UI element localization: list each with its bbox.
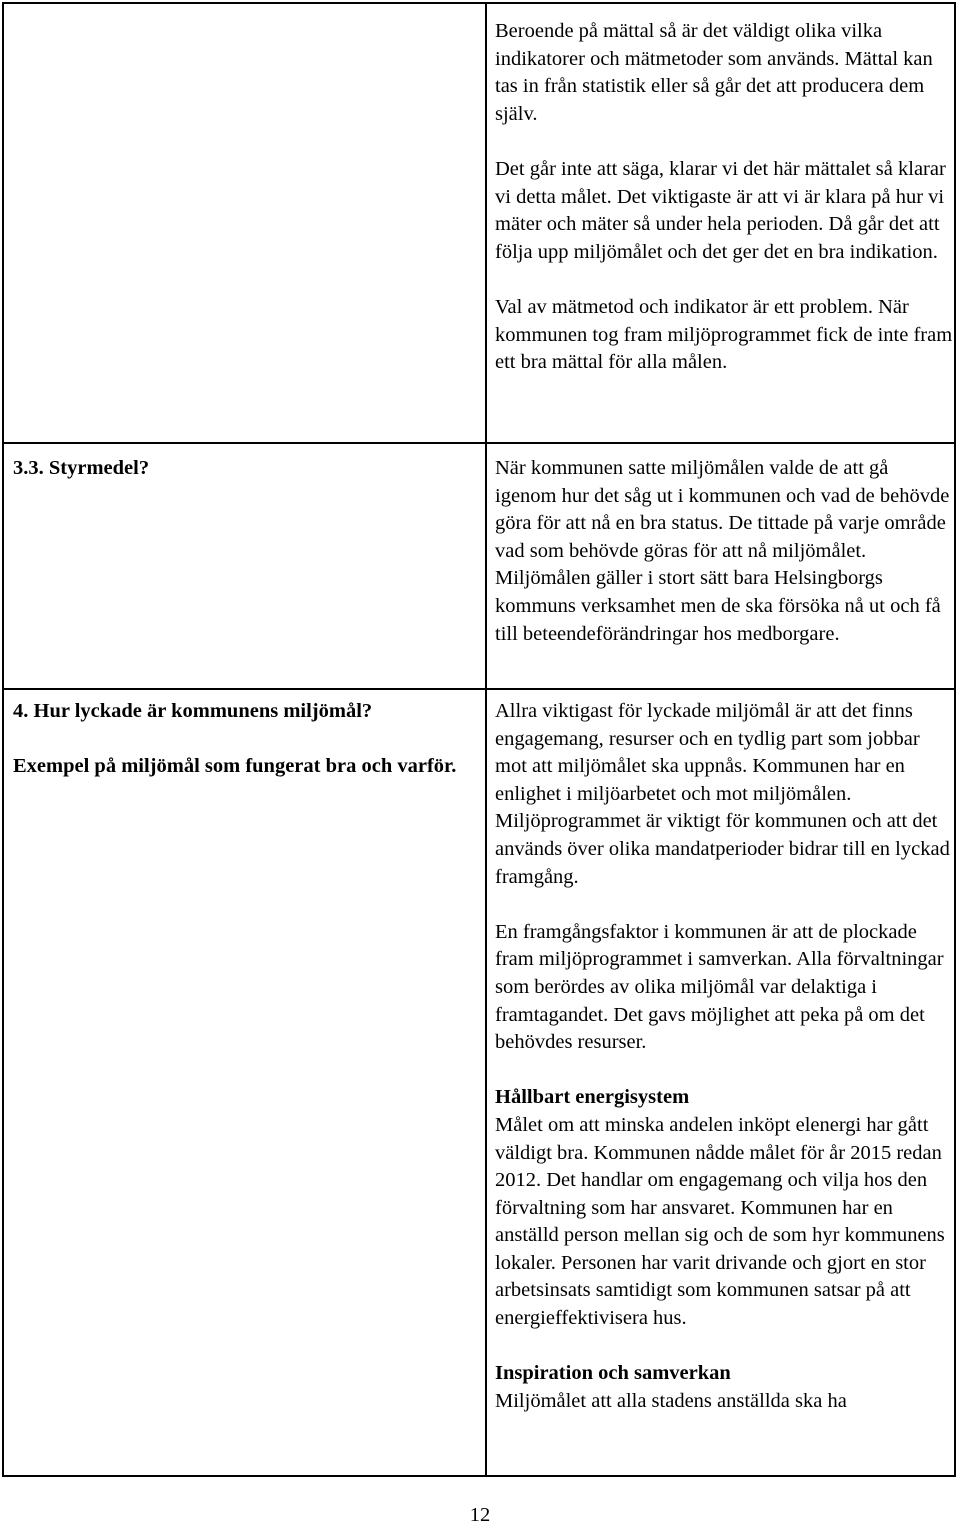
body-paragraph: Målet om att minska andelen inköpt elenergi har gått väldigt bra. Kommunen nådde målet för år 2015 redan 2012. Det handlar om engagemang och vilja hos den förvaltning som har ansvaret. Kommunen har en anställd person mellan sig och de som hyr kommunens lokaler. Personen har varit drivande och gjort en stor arbetsinsats samtidigt som kommunen satsar på att energieffektivisera hus. [495,1113,945,1330]
subsection-title: Hållbart energisystem [495,1086,690,1109]
document-table [2,2,956,1477]
section-subheading: Exempel på miljömål som fungerat bra och varför. [13,755,457,778]
row-divider [4,688,954,690]
row3-right-cell [495,698,953,1415]
subsection-title: Inspiration och samverkan [495,1362,731,1385]
row3-left-cell [13,698,475,781]
body-paragraph: När kommunen satte miljömålen valde de att gå igenom hur det såg ut i kommunen och vad de behövde göra för att nå en bra status. De tittade på varje område vad som behövde göras för att nå miljömålet. Miljömålen gäller i stort sätt bara Helsingborgs kommuns verksamhet men de ska försöka nå ut och få till beteendeförändringar hos medborgare. [495,457,950,645]
page-number: 12 [469,1504,491,1526]
body-paragraph: Beroende på mättal så är det väldigt olika vilka indikatorer och mätmetoder som används. Mättal kan tas in från statistik eller så går det att producera dem själv. [495,20,933,125]
body-paragraph: Val av mätmetod och indikator är ett problem. När kommunen tog fram miljöprogrammet fick de inte fram ett bra mättal för alla målen. [495,295,953,374]
section-heading: 3.3. Styrmedel? [13,457,150,479]
body-paragraph: Det går inte att säga, klarar vi det här mättalet så klarar vi detta målet. Det viktigaste är att vi är klara på hur vi mäter och mäter så under hela perioden. Då går det att följa upp miljömålet och det ger det en bra indikation. [495,157,946,263]
body-paragraph: En framgångsfaktor i kommunen är att de plockade fram miljöprogrammet i samverkan. Alla förvaltningar som berördes av olika miljömål var delaktiga i framtagandet. Det gavs möjlighet att peka på om det behövdes resurser. [495,920,944,1054]
column-divider [485,4,487,1475]
row2-right-cell [495,455,953,648]
body-paragraph: Allra viktigast för lyckade miljömål är att det finns engagemang, resurser och en tydlig part som jobbar mot att miljömålet ska uppnås. Kommunen har en enlighet i miljöarbetet och mot miljömålen. Miljöprogrammet är viktigt för kommunen och att det används över olika mandatperioder bidrar till en lyckad framgång. [495,700,950,888]
row2-left-cell [13,455,475,483]
body-paragraph: Miljömålet att alla stadens anställda ska ha [495,1389,847,1412]
row1-right-cell [495,18,953,377]
row-divider [4,442,954,444]
section-heading: 4. Hur lyckade är kommunens miljömål? [13,700,373,722]
